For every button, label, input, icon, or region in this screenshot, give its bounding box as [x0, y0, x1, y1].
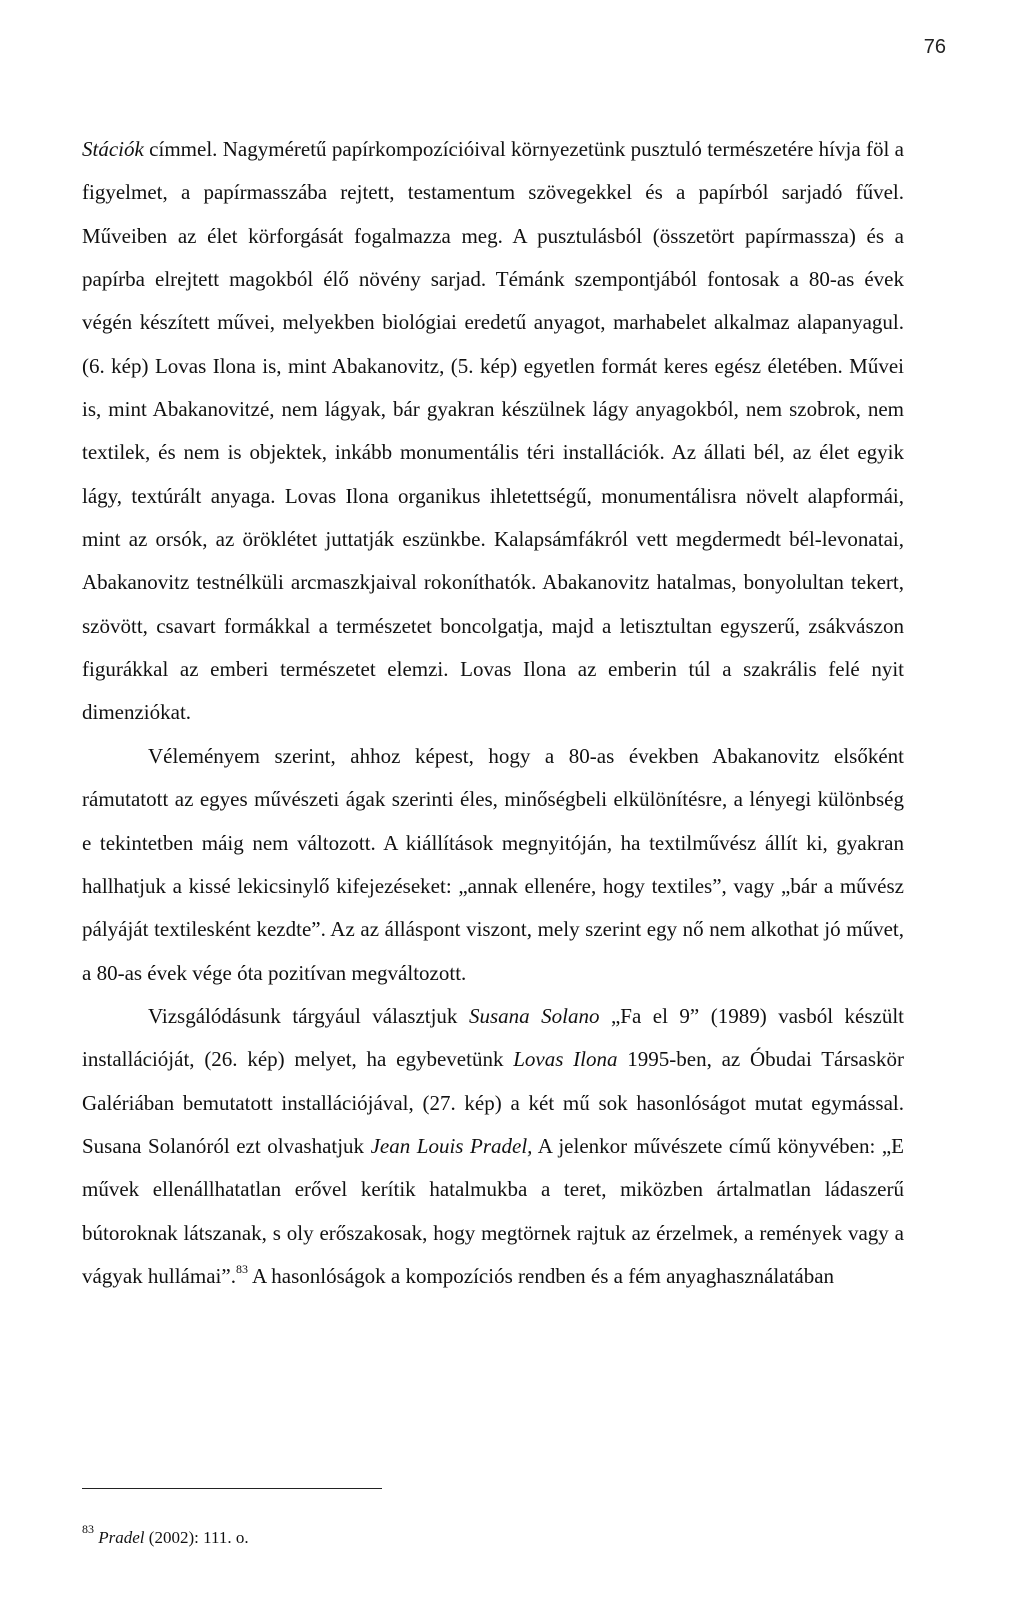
text-span: 1995-ben, az Óbudai Társaskör Galériában bemutatott installációjával, (27. kép) a két mű sok hasonlóságot mutat egymással. Susana Solanóról ezt olvashatjuk	[82, 1047, 904, 1158]
footnote-reference[interactable]: 83	[235, 1261, 248, 1276]
italic-span: Susana Solano	[468, 1003, 600, 1028]
italic-span: Lovas Ilona	[513, 1047, 618, 1072]
footnote-number: 83	[82, 1522, 94, 1536]
paragraph-3	[82, 995, 904, 1298]
italic-span: Stációk	[82, 137, 144, 161]
text-span: címmel. Nagyméretű papírkompozícióival környezetünk pusztuló természetére hívja föl a figyelmet, a papírmasszába rejtett, testamentum szövegekkel és a papírból sarjadó fűvel. Műveiben az élet körforgását fogalmazza meg. A pusztulásból (összetört papírmassza) és a papírba elrejtett magokból élő növény sarjad. Témánk szempontjából fontosak a 80-as évek végén készített művei, melyekben biológiai eredetű anyagot, marhabelet alkalmaz alapanyagul. (6. kép) Lovas Ilona is, mint Abakanovitz, (5. kép) egyetlen formát keres egész életében. Művei is, mint Abakanovitzé, nem lágyak, bár gyakran készülnek lágy anyagokból, nem szobrok, nem textilek, és nem is objektek, inkább monumentális téri installációk. Az állati bél, az élet egyik lágy, textúrált anyaga. Lovas Ilona organikus ihletettségű, monumentálisra növelt alapformái, mint az orsók, az öröklétet juttatják eszünkbe. Kalapsámfákról vett megdermedt bél-levonatai, Abakanovitz testnélküli arcmaszkjaival rokoníthatók. Abakanovitz hatalmas, bonyolultan tekert, szövött, csavart formákkal a természetet boncolgatja, majd a letisztultan egyszerű, zsákvászon figurákkal az emberi természetet elemzi. Lovas Ilona az emberin túl a szakrális felé nyit dimenziókat.	[82, 137, 904, 725]
text-span: „Fa el 9” (1989) vasból készült installációját, (26. kép) melyet, ha egybevetünk	[82, 1003, 905, 1072]
italic-span: Jean Louis Pradel,	[370, 1133, 533, 1158]
paragraph-1	[82, 128, 904, 735]
footnote-author: Pradel	[98, 1528, 145, 1547]
footnote-separator	[82, 1488, 382, 1489]
text-span: A jelenkor művészete című könyvében: „E művek ellenállhatatlan erővel kerítik hatalmukba a teret, miközben ártalmatlan ládaszerű bútoroknak látszanak, s oly erőszakosak, hogy megtörnek rajtuk az érzelmek, a remények vagy a vágyak hullámai”.	[82, 1133, 905, 1288]
text-span: Véleményem szerint, ahhoz képest, hogy a 80-as években Abakanovitz elsőként rámutatott az egyes művészeti ágak szerinti éles, minőségbeli elkülönítésre, a lényegi különbség e tekintetben máig nem változott. A kiállítások megnyitóján, ha textilművész állít ki, gyakran hallhatjuk a kissé lekicsinylő kifejezéseket: „annak ellenére, hogy textiles”, vagy „bár a művész pályáját textilesként kezdte”. Az az álláspont viszont, mely szerint egy nő nem alkothat jó művet, a 80-as évek vége óta pozitívan megváltozott.	[82, 743, 904, 985]
text-span: A hasonlóságok a kompozíciós rendben és a fém anyaghasználatában	[247, 1263, 835, 1288]
text-span: Vizsgálódásunk tárgyául választjuk	[148, 1003, 469, 1028]
body-text	[82, 128, 904, 1298]
footnote	[82, 1522, 249, 1550]
page-number: 76	[923, 36, 946, 58]
paragraph-2	[82, 735, 904, 995]
footnote-citation: (2002): 111. o.	[144, 1528, 249, 1547]
